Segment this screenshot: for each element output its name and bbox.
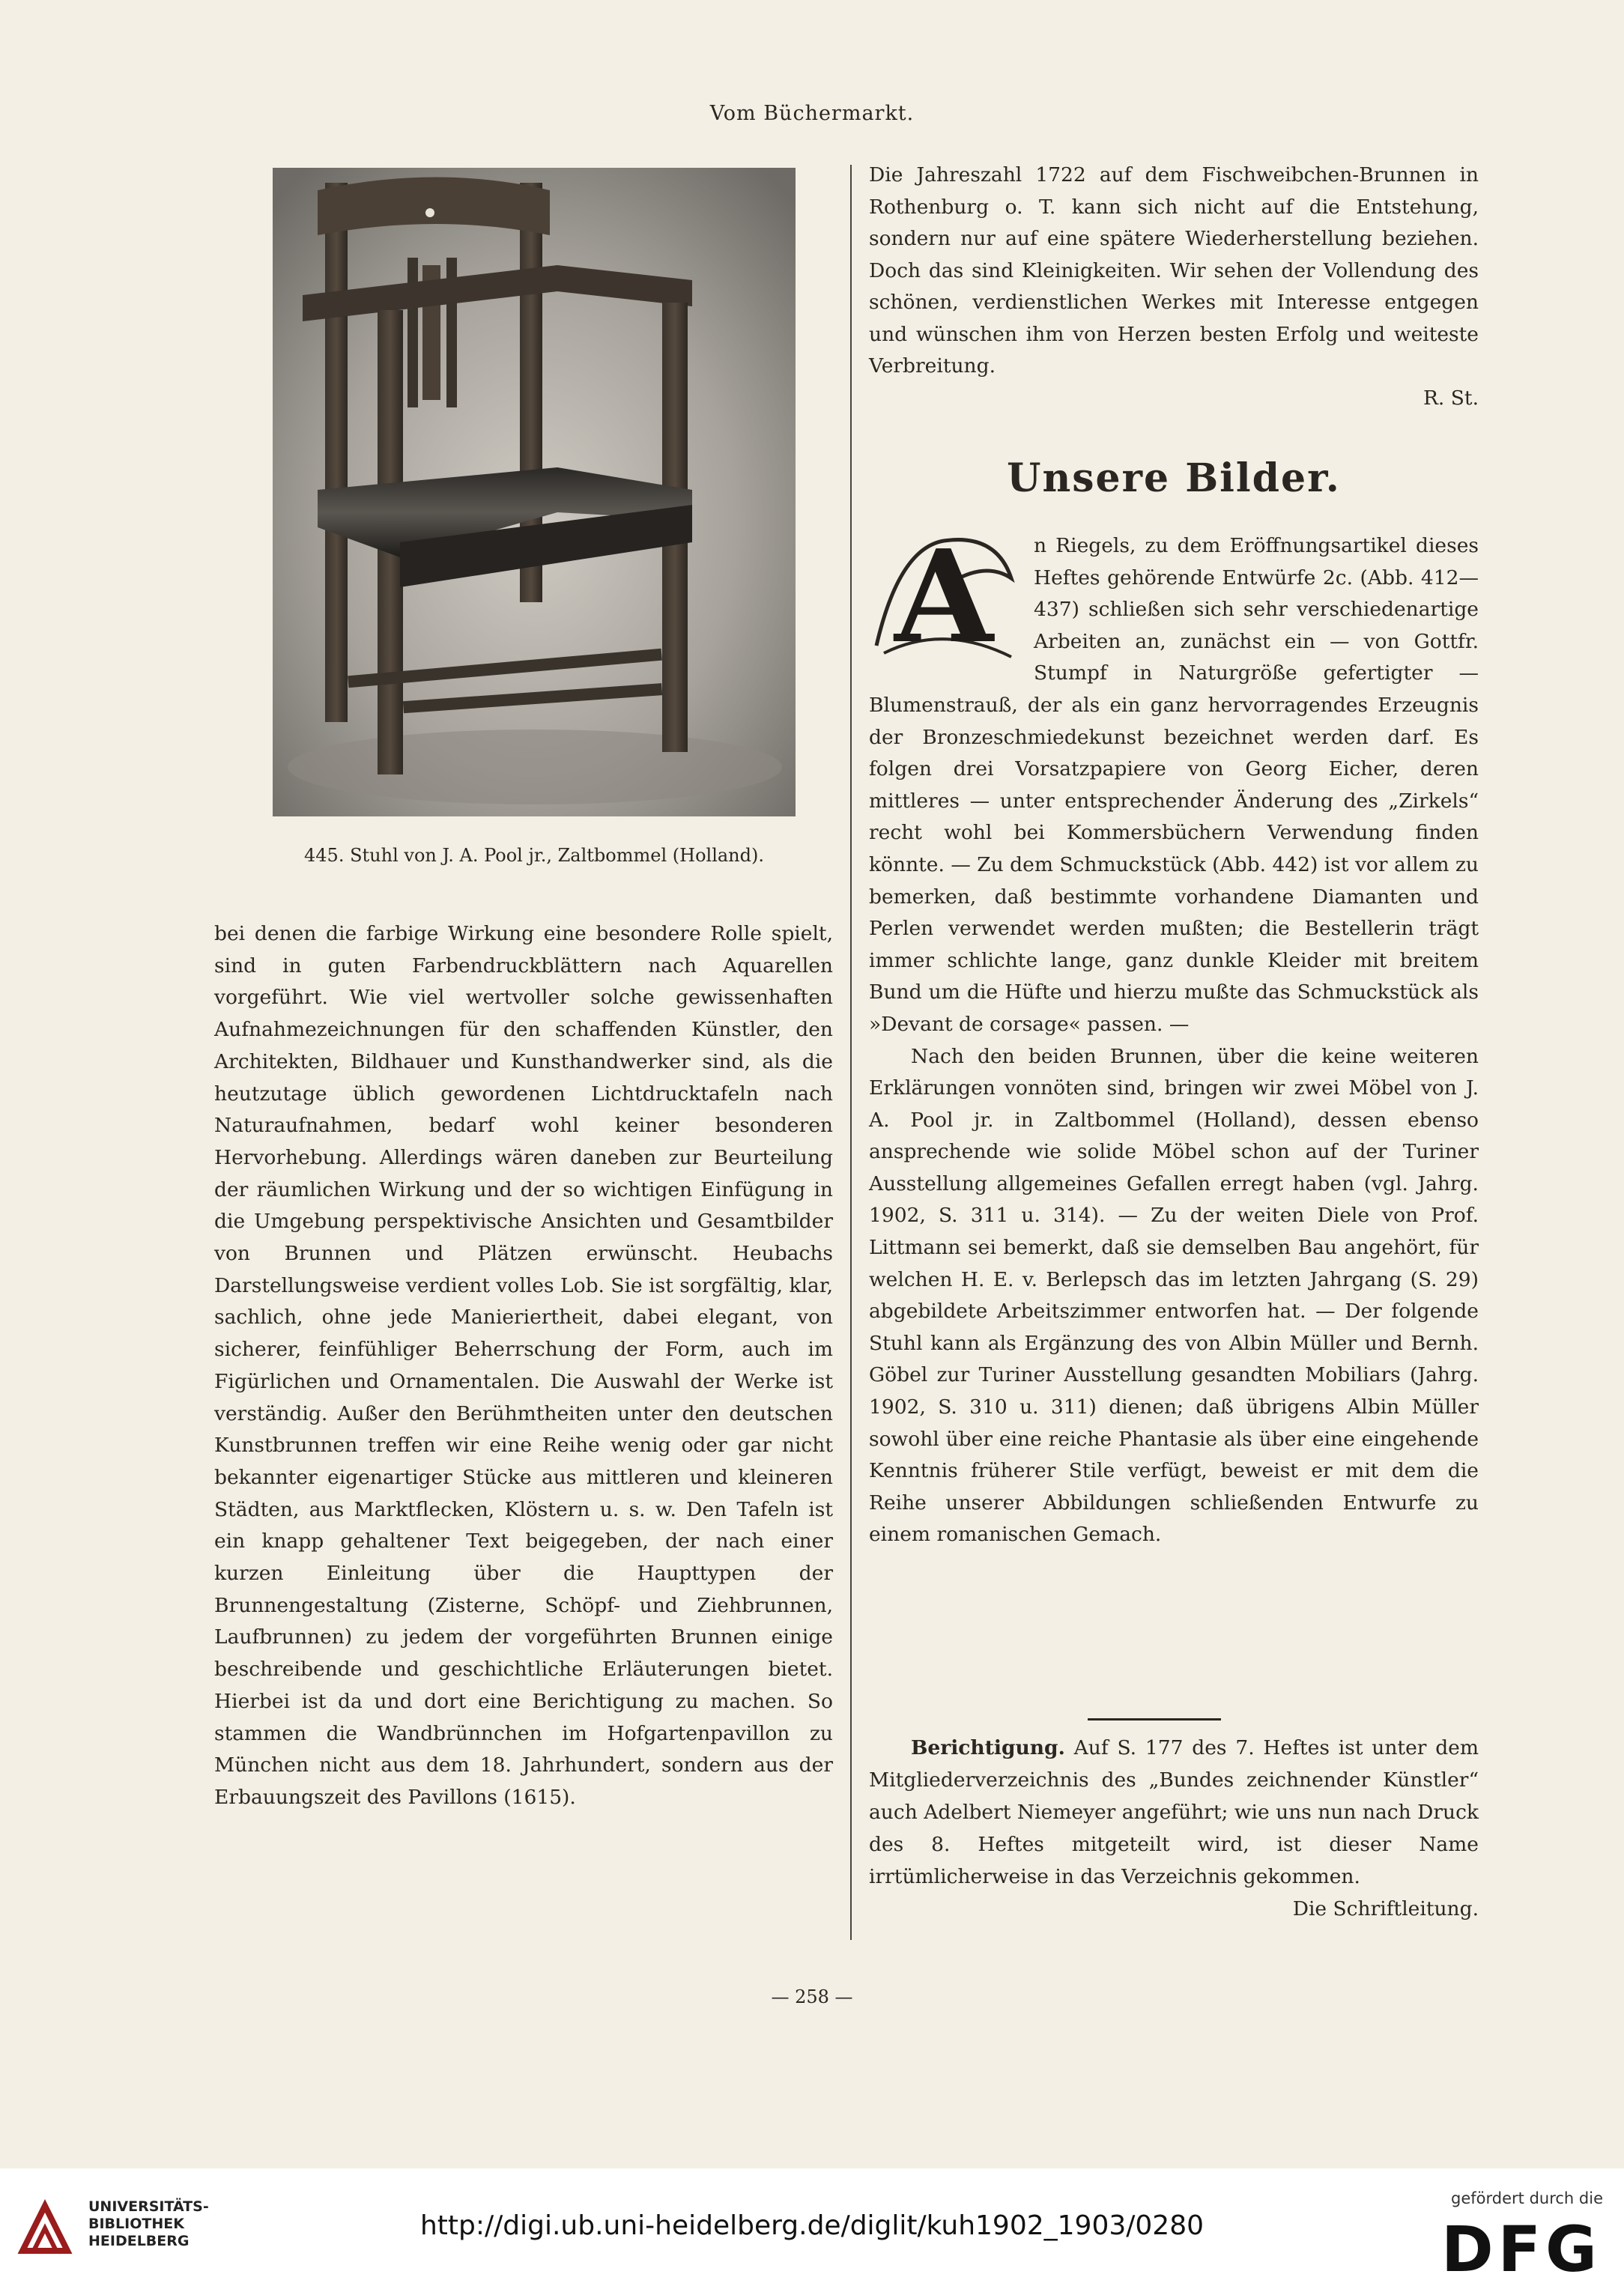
library-line-2: BIBLIOTHEK bbox=[88, 2216, 184, 2232]
funding-note: gefördert durch die bbox=[1451, 2189, 1603, 2207]
right-top-paragraph: Die Jahreszahl 1722 auf dem Fischweibchen-Brunnen in Rothenburg o. T. kann sich nicht auf die Entstehung, sondern nur auf eine spätere Wiederherstellung beziehen. Doch das sind Kleinigkeiten. Wir sehen der Vollendung des schönen, verdienstlichen Werkes mit Interesse entgegen und wünschen ihm von Herzen besten Erfolg und weiteste Verbreitung. bbox=[869, 163, 1479, 378]
dropcap-letter: A bbox=[894, 522, 993, 672]
dfg-logo: DFG bbox=[1440, 2213, 1602, 2286]
library-line-1: UNIVERSITÄTS- bbox=[88, 2198, 209, 2215]
correction-notice bbox=[869, 1732, 1479, 1925]
section-rule bbox=[1088, 1718, 1221, 1720]
chair-illustration bbox=[273, 168, 796, 816]
right-main-text bbox=[869, 522, 1479, 1551]
left-column-text bbox=[214, 918, 833, 1814]
column-divider bbox=[850, 165, 852, 1940]
figure-caption: 445. Stuhl von J. A. Pool jr., Zaltbommel (Holland). bbox=[304, 845, 764, 866]
section-title: Unsere Bilder. bbox=[1007, 455, 1341, 501]
right-top-signature: R. St. bbox=[1422, 386, 1479, 410]
dropcap-ornament bbox=[869, 522, 1019, 672]
right-main-paragraph-1: n Riegels, zu dem Eröffnungsartikel dieses Heftes gehörende Entwürfe 2c. (Abb. 412—437) schließen sich sehr verschiedenartige Arbeiten an, zunächst ein — von Gottfr. Stumpf in Naturgröße gefertigter — Blumenstrauß, der als ein ganz hervorragendes Erzeugnis der Bronzeschmiedekunst bezeichnet werden darf. Es folgen drei Vorsatzpapiere von Georg Eicher, deren mittleres — unter entsprechender Änderung des „Zirkels“ recht wohl bei Kommersbüchern Verwendung finden könnte. — Zu dem Schmuckstück (Abb. 442) ist vor allem zu bemerken, daß bestimmte vorhandene Diamanten und Perlen verwendet werden mußten; die Bestellerin trägt immer schlichte lange, ganz dunkle Kleider mit breitem Bund um die Hüfte und hierzu mußte das Schmuckstück als »Devant de corsage« passen. — bbox=[869, 534, 1479, 1036]
correction-signature: Die Schriftleitung. bbox=[1292, 1897, 1479, 1920]
left-paragraph: bei denen die farbige Wirkung eine besondere Rolle spielt, sind in guten Farbendruckblättern nach Aquarellen vorgeführt. Wie viel wertvoller solche gewissenhaften Aufnahmezeichnungen für den schaffenden Künstler, den Architekten, Bildhauer und Kunsthandwerker sind, als die heutzutage üblich gewordenen Lichtdrucktafeln nach Naturaufnahmen, bedarf wohl keiner besonderen Hervorhebung. Allerdings wären daneben zur Beurteilung der räumlichen Wirkung und der so wichtigen Einfügung in die Umgebung perspektivische Ansichten und Gesamtbilder von Brunnen und Plätzen erwünscht. Heubachs Darstellungsweise verdient volles Lob. Sie ist sorgfältig, klar, sachlich, ohne jede Manieriertheit, dabei elegant, von sicherer, feinfühliger Beherrschung der Form, auch im Figürlichen und Ornamentalen. Die Auswahl der Werke ist verständig. Außer den Berühmtheiten unter den deutschen Kunstbrunnen treffen wir eine Reihe wenig oder gar nicht bekannter eigenartiger Stücke aus mittleren und kleineren Städten, aus Marktflecken, Klöstern u. s. w. Den Tafeln ist ein knapp gehaltener Text beigegeben, der nach einer kurzen Einleitung über die Haupttypen der Brunnengestaltung (Zisterne, Schöpf- und Ziehbrunnen, Laufbrunnen) zu jedem der vorgeführten Brunnen einige beschreibende und geschichtliche Erläuterungen bietet. Hierbei ist da und dort eine Berichtigung zu machen. So stammen die Wandbrünnchen im Hofgartenpavillon zu München nicht aus dem 18. Jahrhundert, sondern aus der Erbauungszeit des Pavillons (1615). bbox=[214, 922, 833, 1809]
right-top-text bbox=[869, 160, 1479, 414]
correction-text: Auf S. 177 des 7. Heftes ist unter dem Mitgliederverzeichnis des „Bundes zeichnender Künstler“ auch Adelbert Niemeyer angeführt; wie uns nun nach Druck des 8. Heftes mitgeteilt wird, ist dieser Name irrtümlicherweise in das Verzeichnis gekommen. bbox=[869, 1736, 1479, 1888]
permalink-url[interactable]: http://digi.ub.uni-heidelberg.de/diglit/kuh1902_1903/0280 bbox=[419, 2210, 1205, 2241]
running-head: Vom Büchermarkt. bbox=[709, 102, 915, 125]
page-number: — 258 — bbox=[771, 1986, 853, 2007]
right-main-paragraph-2: Nach den beiden Brunnen, über die keine weiteren Erklärungen vonnöten sind, bringen wir zwei Möbel von J. A. Pool jr. in Zaltbommel (Holland), dessen ebenso ansprechende wie solide Möbel schon auf der Turiner Ausstellung allgemeines Gefallen erregt haben (vgl. Jahrg. 1902, S. 311 u. 314). — Zu der weiten Diele von Prof. Littmann sei bemerkt, daß sie demselben Bau angehört, für welchen H. E. v. Berlepsch das im letzten Jahrgang (S. 29) abgebildete Arbeitszimmer entworfen hat. — Der folgende Stuhl kann als Ergänzung des von Albin Müller und Bernh. Göbel zur Turiner Ausstellung gesandten Mobiliars (Jahrg. 1902, S. 310 u. 311) dienen; daß übrigens Albin Müller sowohl über eine reiche Phantasie als über eine eingehende Kenntnis früherer Stile verfügt, beweist er mit dem die Reihe unserer Abbildungen schließenden Entwurfe zu einem romanischen Gemach. bbox=[869, 1044, 1479, 1547]
library-line-3: HEIDELBERG bbox=[88, 2233, 190, 2249]
chair-photograph bbox=[273, 168, 796, 816]
correction-heading: Berichtigung. bbox=[911, 1736, 1065, 1759]
viewer-footer bbox=[0, 2168, 1624, 2292]
